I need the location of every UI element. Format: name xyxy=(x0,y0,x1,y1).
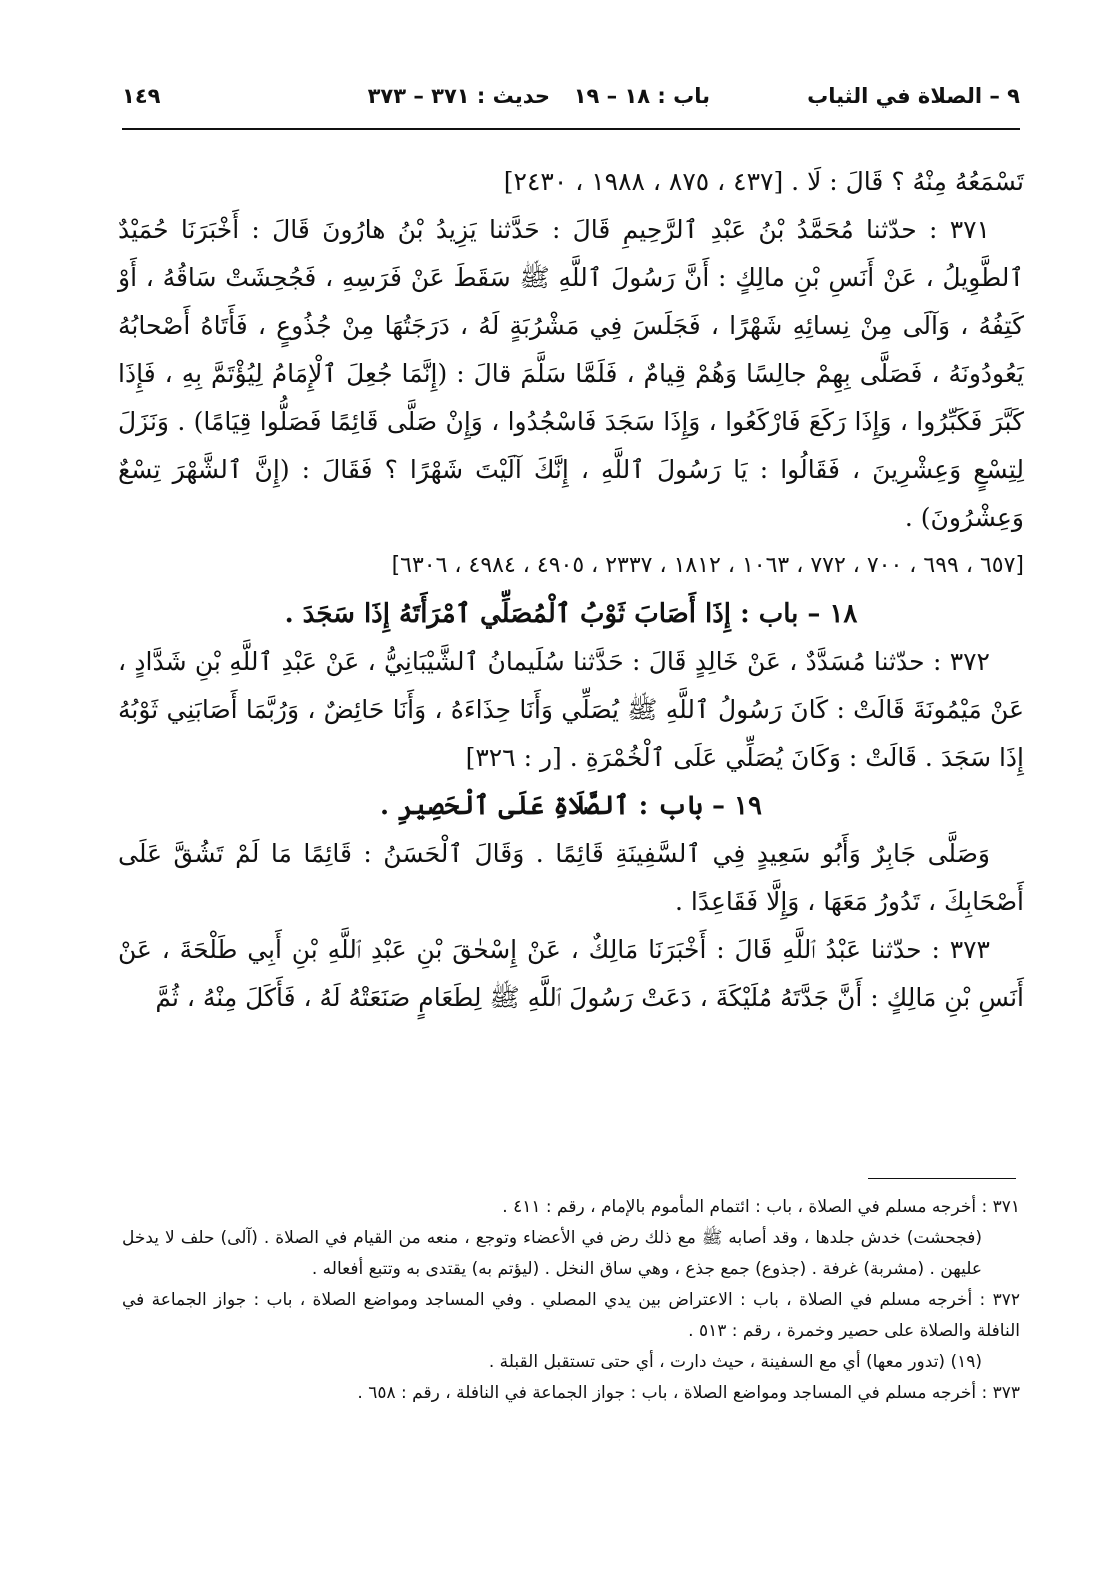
footnote-373: ٣٧٣ : أخرجه مسلم في المساجد ومواضع الصلاة ، باب : جواز الجماعة في النافلة ، رقم : ٦٥٨ . xyxy=(357,1383,1020,1403)
chapter-heading-19: ١٩ – باب : ٱلصَّلَاةِ عَلَى ٱلْحَصِيرِ . xyxy=(380,791,762,821)
header-bab: باب : ١٨ – ١٩ xyxy=(573,84,710,108)
chapter-heading-18: ١٨ – باب : إِذَا أَصَابَ ثَوْبُ ٱلْمُصَلِّي ٱمْرَأَتَهُ إِذَا سَجَدَ . xyxy=(284,599,858,629)
footnote-19: (١٩) (تدور معها) أي مع السفينة ، حيث دارت ، أي حتى تستقبل القبلة . xyxy=(488,1352,982,1372)
footnote-rule xyxy=(868,1178,1016,1179)
footnote-372: ٣٧٢ : أخرجه مسلم في الصلاة ، باب : الاعتراض بين يدي المصلي . وفي المساجد ومواضع الصلاة ، باب : جواز الجماعة في النافلة والصلاة على حصير وخمرة ، رقم : ٥١٣ . xyxy=(122,1290,1020,1341)
header-rule xyxy=(122,128,1020,130)
hadith-373: ٣٧٣ : حدّثنا عَبْدُ ٱللَّهِ قَالَ : أَخْبَرَنَا مَالِكٌ ، عَنْ إِسْحٰقَ بْنِ عَبْدِ ٱللَّهِ بْنِ أَبِي طَلْحَةَ ، عَنْ أَنَسِ بْنِ مَالِكٍ : أَنَّ جَدَّتَهُ مُلَيْكَةَ ، دَعَتْ رَسُولَ ٱللَّهِ ﷺ لِطَعَامٍ صَنَعَتْهُ لَهُ ، فَأَكَلَ مِنْهُ ، ثُمَّ xyxy=(118,935,1024,1012)
header-hadith: حديث : ٣٧١ – ٣٧٣ xyxy=(367,84,550,108)
continuation-line: تَسْمَعُهُ مِنْهُ ؟ قَالَ : لَا . [٤٣٧ ، ٨٧٥ ، ١٩٨٨ ، ٢٤٣٠] xyxy=(503,167,1024,196)
footnotes xyxy=(122,1192,1020,1409)
main-text xyxy=(118,158,1024,1022)
hadith-372: ٣٧٢ : حدّثنا مُسَدَّدٌ ، عَنْ خَالِدٍ قَالَ : حَدَّثنا سُلَيمانُ ٱلشَّيْبَانِيُّ ، عَنْ عَبْدِ ٱللَّهِ بْنِ شَدَّادٍ ، عَنْ مَيْمُونَةَ قَالَتْ : كَانَ رَسُولُ ٱللَّهِ ﷺ يُصَلِّي وَأَنَا حِذَاءَهُ ، وَأَنَا حَائِضٌ ، وَرُبَّمَا أَصَابَنِي ثَوْبُهُ إِذَا سَجَدَ . قَالَتْ : وَكَانَ يُصَلِّي عَلَى ٱلْخُمْرَةِ . [ر : ٣٢٦] xyxy=(118,647,1024,772)
hadith-371-references: [٦٥٧ ، ٦٩٩ ، ٧٠٠ ، ٧٧٢ ، ١٠٦٣ ، ١٨١٢ ، ٢٣٣٧ ، ٤٩٠٥ ، ٤٩٨٤ ، ٦٣٠٦] xyxy=(391,553,1024,578)
chapter-19-text: وَصَلَّى جَابِرٌ وَأَبُو سَعِيدٍ فِي ٱلسَّفِينَةِ قَائِمًا . وَقَالَ ٱلْحَسَنُ : قَائِمًا مَا لَمْ تَشُقَّ عَلَى أَصْحَابِكَ ، تَدُورُ مَعَهَا ، وَإِلَّا فَقَاعِدًا . xyxy=(118,839,1024,916)
footnote-371-glossary: (فجحشت) خدش جلدها ، وقد أصابه ﷺ مع ذلك رض في الأعضاء وتوجع ، منعه من القيام في الصلاة . (آلى) حلف لا يدخل عليهن . (مشربة) غرفة . (جذوع) جمع جذع ، وهي ساق النخل . (ليؤتم به) يقتدى به وتتبع أفعاله . xyxy=(122,1228,982,1279)
page-number: ١٤٩ xyxy=(122,84,161,108)
running-header xyxy=(122,78,1020,122)
footnote-371: ٣٧١ : أخرجه مسلم في الصلاة ، باب : ائتمام المأموم بالإمام ، رقم : ٤١١ . xyxy=(502,1197,1020,1217)
header-chapter: ٩ – الصلاة في الثياب xyxy=(807,84,1020,108)
hadith-371: ٣٧١ : حدّثنا مُحَمَّدُ بْنُ عَبْدِ ٱلرَّحِيمِ قَالَ : حَدَّثنا يَزِيدُ بْنُ هارُونَ قَالَ : أَخْبَرَنَا حُمَيْدٌ ٱلطَّوِيلُ ، عَنْ أَنَسِ بْنِ مالِكٍ : أَنَّ رَسُولَ ٱللَّهِ ﷺ سَقَطَ عَنْ فَرَسِهِ ، فَجُحِشَتْ سَاقُهُ ، أَوْ كَتِفُهُ ، وَآلَى مِنْ نِسائِهِ شَهْرًا ، فَجَلَسَ فِي مَشْرُبَةٍ لَهُ ، دَرَجَتُهَا مِنْ جُذُوعٍ ، فَأَتَاهُ أَصْحابُهُ يَعُودُونَهُ ، فَصَلَّى بِهِمْ جالِسًا وَهُمْ قِيامٌ ، فَلَمَّا سَلَّمَ قالَ : (إِنَّمَا جُعِلَ ٱلْإِمَامُ لِيُؤْتَمَّ بِهِ ، فَإِذَا كَبَّرَ فَكَبِّرُوا ، وَإِذَا رَكَعَ فَارْكَعُوا ، وَإِذَا سَجَدَ فَاسْجُدُوا ، وَإِنْ صَلَّى قَائِمًا فَصَلُّوا قِيَامًا) . وَنَزَلَ لِتِسْعٍ وَعِشْرِينَ ، فَقَالُوا : يَا رَسُولَ ٱللَّهِ ، إِنَّكَ آلَيْتَ شَهْرًا ؟ فَقَالَ : (إِنَّ ٱلشَّهْرَ تِسْعٌ وَعِشْرُونَ) . xyxy=(118,215,1024,532)
